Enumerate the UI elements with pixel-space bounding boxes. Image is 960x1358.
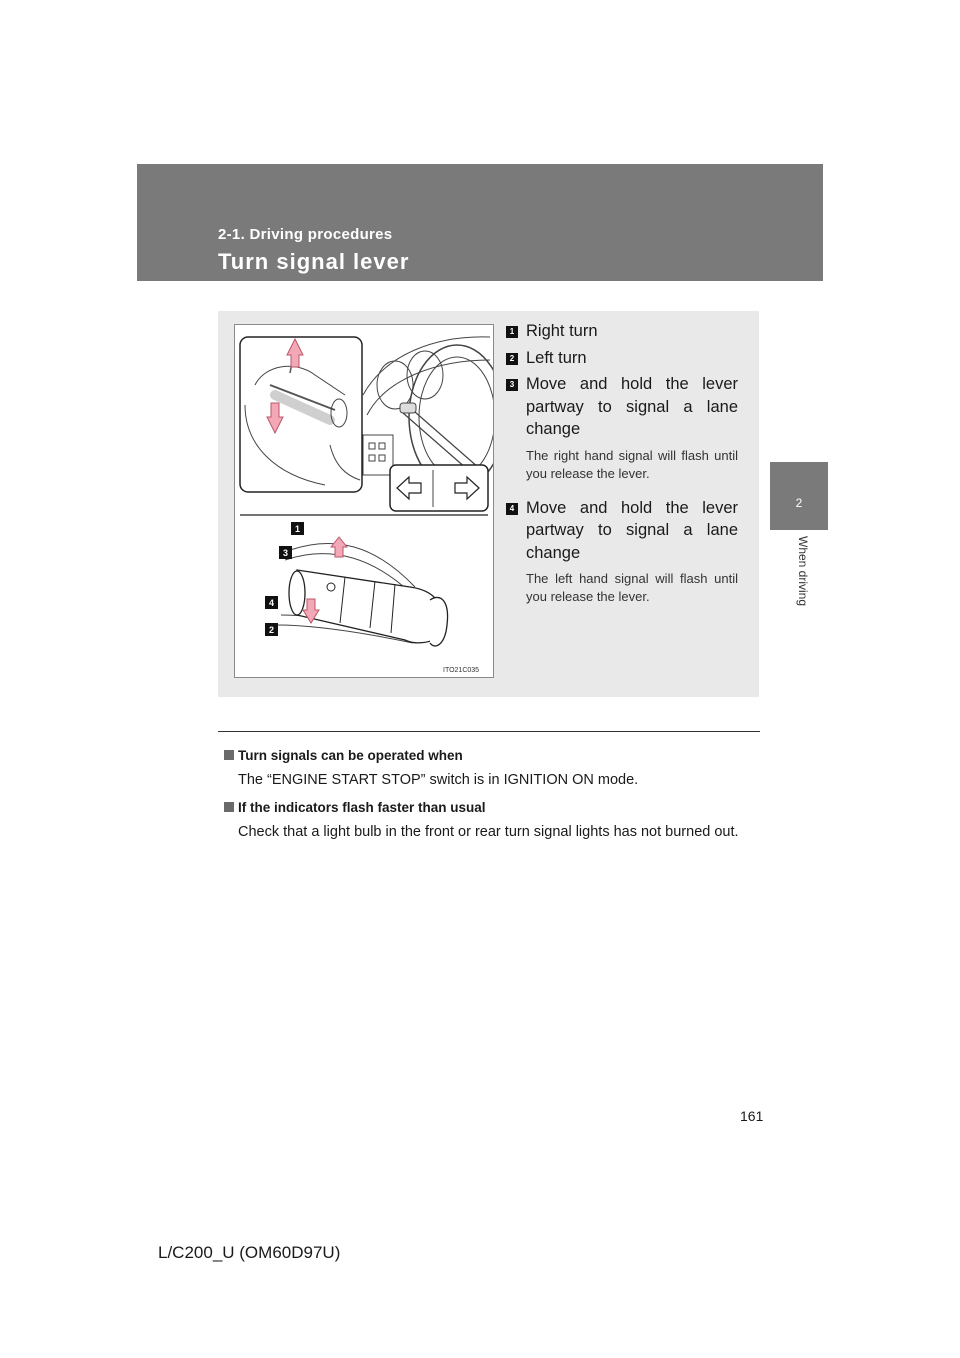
legend-text: Move and hold the lever partway to signal a lane change	[526, 498, 738, 562]
svg-text:4: 4	[268, 598, 275, 608]
legend-note: The right hand signal will flash until you release the lever.	[526, 447, 738, 481]
legend	[506, 320, 738, 620]
svg-text:2: 2	[268, 625, 275, 635]
note-heading	[224, 748, 754, 763]
footer-code: L/C200_U (OM60D97U)	[158, 1243, 341, 1262]
figure-code: ITO21C035	[443, 667, 480, 674]
legend-item	[506, 347, 738, 370]
legend-badge: 4	[506, 503, 518, 515]
legend-badge: 3	[506, 379, 518, 391]
legend-item	[506, 373, 738, 441]
note-heading	[224, 800, 754, 815]
chapter-tab[interactable]	[770, 462, 828, 530]
section-divider	[218, 731, 760, 732]
note-heading-text: Turn signals can be operated when	[238, 748, 463, 763]
square-bullet-icon	[224, 802, 234, 812]
turn-signal-illustration	[235, 325, 493, 677]
chapter-number: 2	[795, 496, 803, 510]
page-number: 161	[740, 1108, 764, 1124]
svg-text:1: 1	[294, 524, 301, 534]
legend-text: Right turn	[526, 322, 598, 340]
note-body: The “ENGINE START STOP” switch is in IGNITION ON mode.	[238, 772, 639, 788]
square-bullet-icon	[224, 750, 234, 760]
legend-note: The left hand signal will flash until you release the lever.	[526, 571, 738, 604]
page-title: Turn signal lever	[218, 249, 410, 274]
section-label: 2-1. Driving procedures	[218, 226, 393, 243]
notes-section	[224, 748, 754, 852]
legend-text: Move and hold the lever partway to signal a lane change	[526, 375, 738, 438]
chapter-label: When driving	[796, 536, 810, 607]
svg-text:3: 3	[282, 548, 289, 558]
legend-item	[506, 320, 738, 343]
note-body: Check that a light bulb in the front or rear turn signal lights has not burned out.	[238, 824, 739, 840]
turn-signal-figure	[234, 324, 494, 678]
legend-badge: 1	[506, 326, 518, 338]
note-heading-text: If the indicators flash faster than usual	[238, 800, 486, 815]
legend-item	[506, 497, 738, 565]
legend-badge: 2	[506, 353, 518, 365]
legend-text: Left turn	[526, 348, 587, 367]
